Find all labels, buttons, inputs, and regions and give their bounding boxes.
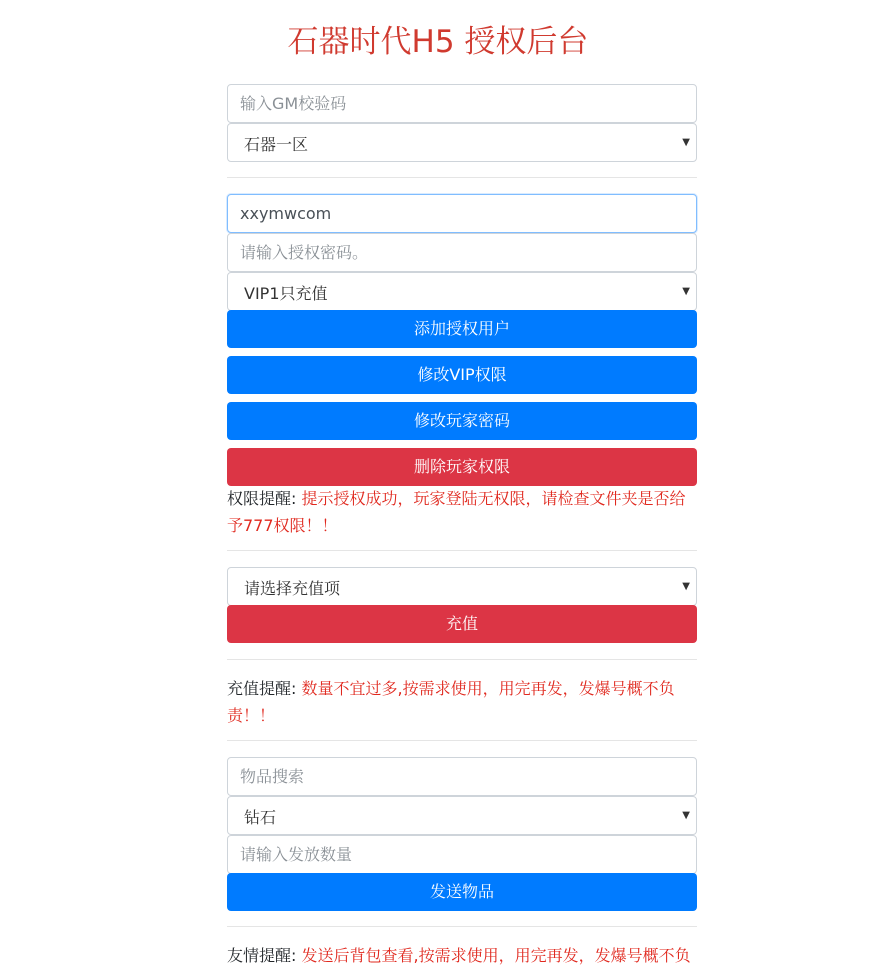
server-select[interactable] [227, 123, 697, 162]
item-notice-label: 友情提醒: [227, 946, 297, 965]
item-notice-message: 发送后背包查看,按需求使用，用完再发，发爆号概不负 [301, 946, 691, 965]
item-notice [227, 942, 697, 969]
permission-notice-message: 提示授权成功，玩家登陆无权限，请检查文件夹是否给予777权限！！ [227, 489, 686, 535]
vip-level-select[interactable] [227, 272, 697, 311]
permission-notice-label: 权限提醒: [227, 489, 297, 508]
divider [227, 550, 697, 551]
item-select-value: 钻石 [244, 808, 277, 827]
gm-code-input[interactable] [227, 84, 697, 123]
recharge-select-value: 请选择充值项 [244, 579, 341, 598]
recharge-notice-message: 数量不宜过多,按需求使用，用完再发，发爆号概不负责！！ [227, 679, 675, 725]
recharge-notice-label: 充值提醒: [227, 679, 297, 698]
recharge-notice [227, 675, 697, 729]
divider [227, 740, 697, 741]
permission-notice [227, 485, 697, 539]
delete-player-permission-button[interactable]: 删除玩家权限 [227, 448, 697, 486]
item-select[interactable] [227, 796, 697, 835]
recharge-button[interactable]: 充值 [227, 605, 697, 643]
username-input[interactable] [227, 194, 697, 233]
vip-level-select-value: VIP1只充值 [244, 284, 328, 303]
send-item-button[interactable]: 发送物品 [227, 873, 697, 911]
auth-password-input[interactable] [227, 233, 697, 272]
modify-password-button[interactable]: 修改玩家密码 [227, 402, 697, 440]
add-auth-user-button[interactable]: 添加授权用户 [227, 310, 697, 348]
item-search-input[interactable] [227, 757, 697, 796]
server-select-value: 石器一区 [244, 135, 309, 154]
recharge-select[interactable] [227, 567, 697, 606]
caret-down-icon: ▼ [682, 137, 690, 148]
caret-down-icon: ▼ [682, 286, 690, 297]
divider [227, 926, 697, 927]
item-quantity-input[interactable] [227, 835, 697, 874]
caret-down-icon: ▼ [682, 581, 690, 592]
caret-down-icon: ▼ [682, 810, 690, 821]
divider [227, 177, 697, 178]
divider [227, 659, 697, 660]
modify-vip-button[interactable]: 修改VIP权限 [227, 356, 697, 394]
page-title: 石器时代H5 授权后台 [287, 24, 589, 60]
